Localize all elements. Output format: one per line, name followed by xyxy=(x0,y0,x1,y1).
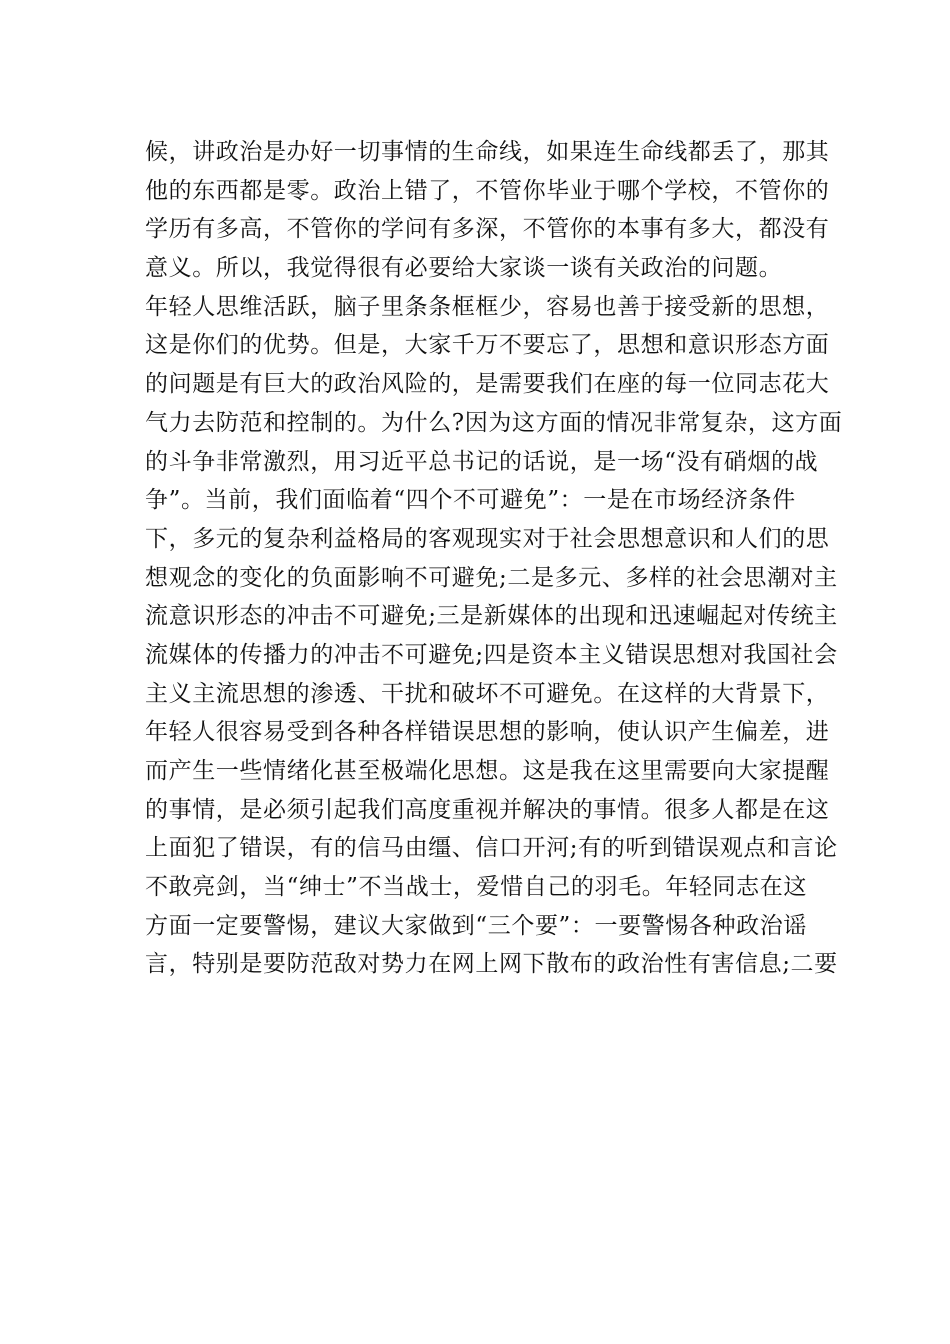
text-line: 年轻人很容易受到各种各样错误思想的影响，使认识产生偏差，进 xyxy=(145,719,830,746)
text-line: 想观念的变化的负面影响不可避免;二是多元、多样的社会思潮对主 xyxy=(145,564,838,591)
text-line: 的事情，是必须引起我们高度重视并解决的事情。很多人都是在这 xyxy=(145,796,830,823)
text-line: 的斗争非常激烈，用习近平总书记的话说，是一场“没有硝烟的战 xyxy=(145,448,819,475)
text-line: 这是你们的优势。但是，大家千万不要忘了，思想和意识形态方面 xyxy=(145,332,830,359)
text-line: 流媒体的传播力的冲击不可避免;四是资本主义错误思想对我国社会 xyxy=(145,641,838,668)
document-page xyxy=(145,133,843,984)
text-line: 主义主流思想的渗透、干扰和破坏不可避免。在这样的大背景下， xyxy=(145,680,830,707)
text-line: 流意识形态的冲击不可避免;三是新媒体的出现和迅速崛起对传统主 xyxy=(145,603,838,630)
text-line: 意义。所以，我觉得很有必要给大家谈一谈有关政治的问题。 xyxy=(145,255,783,282)
text-line: 的问题是有巨大的政治风险的，是需要我们在座的每一位同志花大 xyxy=(145,371,830,398)
text-line: 下，多元的复杂利益格局的客观现实对于社会思想意识和人们的思 xyxy=(145,525,830,552)
text-line: 言，特别是要防范敌对势力在网上网下散布的政治性有害信息;二要 xyxy=(145,951,838,978)
text-line: 候，讲政治是办好一切事情的生命线，如果连生命线都丢了，那其 xyxy=(145,139,830,165)
text-line: 他的东西都是零。政治上错了，不管你毕业于哪个学校，不管你的 xyxy=(145,177,830,204)
text-line: 上面犯了错误，有的信马由缰、信口开河;有的听到错误观点和言论 xyxy=(145,835,838,862)
text-line: 不敢亮剑，当“绅士”不当战士，爱惜自己的羽毛。年轻同志在这 xyxy=(145,874,807,901)
text-line: 方面一定要警惕，建议大家做到“三个要”：一要警惕各种政治谣 xyxy=(145,912,807,939)
text-line: 而产生一些情绪化甚至极端化思想。这是我在这里需要向大家提醒 xyxy=(145,758,830,784)
text-line: 争”。当前，我们面临着“四个不可避免”：一是在市场经济条件 xyxy=(145,487,796,514)
text-line: 气力去防范和控制的。为什么?因为这方面的情况非常复杂，这方面 xyxy=(145,409,843,436)
text-line: 学历有多高，不管你的学问有多深，不管你的本事有多大，都没有 xyxy=(145,216,830,243)
text-line: 年轻人思维活跃，脑子里条条框框少，容易也善于接受新的思想， xyxy=(145,293,830,320)
